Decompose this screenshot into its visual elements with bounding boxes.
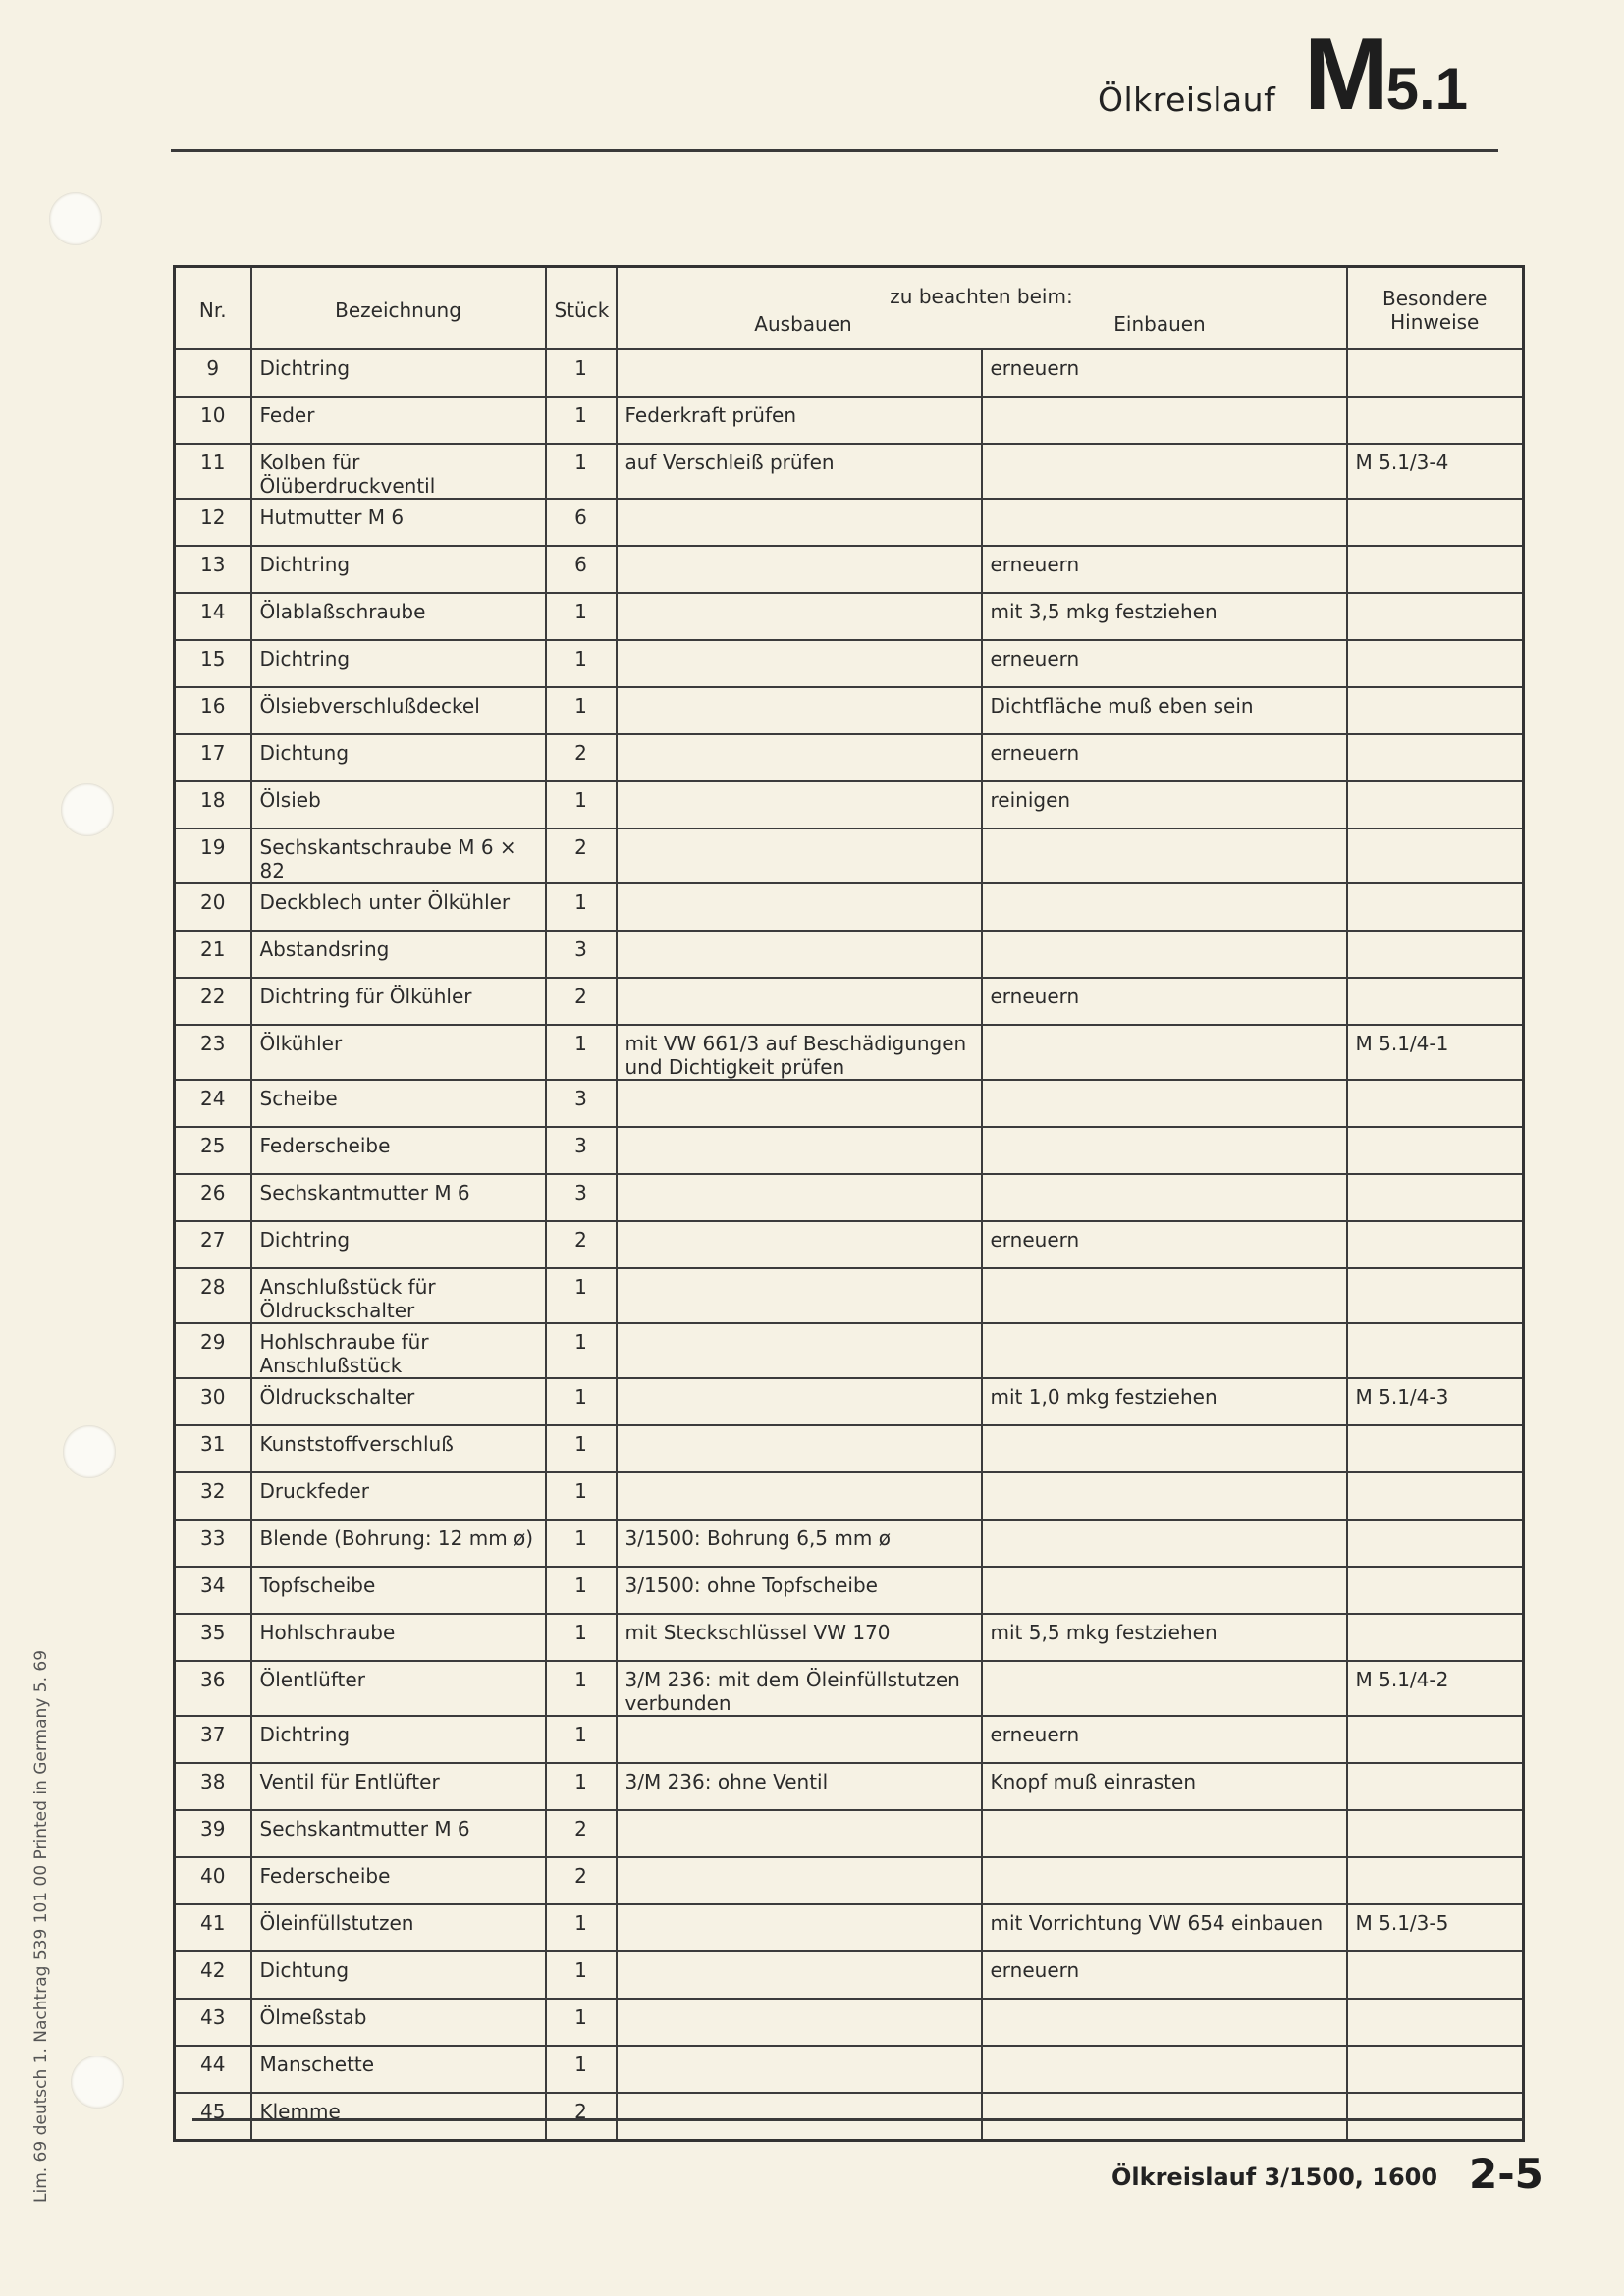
cell-ausbauen <box>617 1174 982 1221</box>
cell-bezeichnung: Hutmutter M 6 <box>251 499 546 546</box>
cell-einbauen: erneuern <box>982 349 1347 397</box>
cell-einbauen: Knopf muß einrasten <box>982 1763 1347 1810</box>
table-row <box>175 978 1524 1025</box>
cell-bezeichnung: Öldruckschalter <box>251 1378 546 1425</box>
column-header-einbauen: Einbauen <box>1113 312 1206 336</box>
cell-hinweis <box>1347 1472 1524 1520</box>
cell-einbauen <box>982 444 1347 499</box>
table-row <box>175 1323 1524 1378</box>
table-row <box>175 1174 1524 1221</box>
cell-ausbauen: 3/1500: ohne Topfscheibe <box>617 1567 982 1614</box>
cell-nr: 37 <box>175 1716 251 1763</box>
cell-stueck: 1 <box>546 883 617 931</box>
cell-ausbauen <box>617 1268 982 1323</box>
cell-einbauen <box>982 397 1347 444</box>
cell-bezeichnung: Federscheibe <box>251 1127 546 1174</box>
cell-hinweis <box>1347 2093 1524 2141</box>
cell-bezeichnung: Dichtring <box>251 1716 546 1763</box>
cell-nr: 32 <box>175 1472 251 1520</box>
cell-bezeichnung: Dichtring <box>251 640 546 687</box>
cell-stueck: 3 <box>546 1080 617 1127</box>
cell-einbauen <box>982 1268 1347 1323</box>
table-row <box>175 931 1524 978</box>
cell-ausbauen <box>617 1810 982 1857</box>
cell-ausbauen <box>617 883 982 931</box>
cell-einbauen <box>982 2046 1347 2093</box>
cell-einbauen <box>982 1567 1347 1614</box>
cell-stueck: 6 <box>546 546 617 593</box>
cell-bezeichnung: Dichtung <box>251 734 546 781</box>
cell-einbauen <box>982 931 1347 978</box>
column-header-ausbauen: Ausbauen <box>754 312 852 336</box>
table-row <box>175 1025 1524 1080</box>
cell-bezeichnung: Kolben für Ölüberdruckventil <box>251 444 546 499</box>
cell-nr: 20 <box>175 883 251 931</box>
cell-hinweis: M 5.1/4-3 <box>1347 1378 1524 1425</box>
table-row <box>175 734 1524 781</box>
cell-ausbauen <box>617 499 982 546</box>
page-number: 2-5 <box>1469 2150 1543 2198</box>
cell-stueck: 1 <box>546 1951 617 1999</box>
cell-hinweis <box>1347 1567 1524 1614</box>
table-row <box>175 883 1524 931</box>
table-row <box>175 546 1524 593</box>
cell-bezeichnung: Sechskantmutter M 6 <box>251 1174 546 1221</box>
cell-stueck: 1 <box>546 1323 617 1378</box>
cell-ausbauen <box>617 1716 982 1763</box>
cell-stueck: 3 <box>546 931 617 978</box>
table-row <box>175 1080 1524 1127</box>
table-row <box>175 1904 1524 1951</box>
table-row <box>175 1857 1524 1904</box>
cell-nr: 17 <box>175 734 251 781</box>
cell-bezeichnung: Federscheibe <box>251 1857 546 1904</box>
table-row <box>175 1763 1524 1810</box>
cell-ausbauen <box>617 828 982 883</box>
cell-hinweis <box>1347 546 1524 593</box>
cell-hinweis <box>1347 1763 1524 1810</box>
column-header-group <box>617 267 1347 350</box>
cell-ausbauen: 3/M 236: mit dem Öleinfüllstutzen verbunden <box>617 1661 982 1716</box>
cell-hinweis: M 5.1/3-4 <box>1347 444 1524 499</box>
header-divider <box>171 149 1498 152</box>
cell-ausbauen <box>617 2093 982 2141</box>
cell-ausbauen <box>617 640 982 687</box>
cell-bezeichnung: Klemme <box>251 2093 546 2141</box>
cell-einbauen <box>982 1025 1347 1080</box>
cell-stueck: 1 <box>546 1425 617 1472</box>
table-row <box>175 1716 1524 1763</box>
cell-nr: 26 <box>175 1174 251 1221</box>
cell-nr: 30 <box>175 1378 251 1425</box>
cell-ausbauen <box>617 546 982 593</box>
cell-einbauen: Dichtfläche muß eben sein <box>982 687 1347 734</box>
cell-ausbauen <box>617 1472 982 1520</box>
cell-nr: 25 <box>175 1127 251 1174</box>
cell-bezeichnung: Dichtring <box>251 546 546 593</box>
page-title: Ölkreislauf <box>1098 80 1276 119</box>
cell-bezeichnung: Ölsiebverschlußdeckel <box>251 687 546 734</box>
cell-bezeichnung: Anschlußstück für Öldruckschalter <box>251 1268 546 1323</box>
cell-bezeichnung: Dichtring <box>251 349 546 397</box>
cell-stueck: 1 <box>546 1025 617 1080</box>
cell-ausbauen: Federkraft prüfen <box>617 397 982 444</box>
cell-stueck: 1 <box>546 397 617 444</box>
table-row <box>175 397 1524 444</box>
cell-bezeichnung: Sechskantschraube M 6 × 82 <box>251 828 546 883</box>
cell-einbauen <box>982 1472 1347 1520</box>
cell-einbauen <box>982 883 1347 931</box>
cell-ausbauen <box>617 1127 982 1174</box>
cell-stueck: 1 <box>546 1904 617 1951</box>
cell-hinweis <box>1347 1614 1524 1661</box>
cell-bezeichnung: Dichtring <box>251 1221 546 1268</box>
cell-nr: 42 <box>175 1951 251 1999</box>
cell-einbauen <box>982 2093 1347 2141</box>
column-header-bezeichnung: Bezeichnung <box>251 267 546 350</box>
table-row <box>175 687 1524 734</box>
cell-nr: 43 <box>175 1999 251 2046</box>
cell-einbauen <box>982 1174 1347 1221</box>
column-header-nr: Nr. <box>175 267 251 350</box>
cell-einbauen <box>982 1127 1347 1174</box>
cell-hinweis <box>1347 1999 1524 2046</box>
cell-bezeichnung: Ölentlüfter <box>251 1661 546 1716</box>
table-row <box>175 2046 1524 2093</box>
cell-einbauen <box>982 1520 1347 1567</box>
cell-ausbauen: auf Verschleiß prüfen <box>617 444 982 499</box>
cell-bezeichnung: Manschette <box>251 2046 546 2093</box>
cell-einbauen: erneuern <box>982 1221 1347 1268</box>
table-row <box>175 781 1524 828</box>
cell-bezeichnung: Hohlschraube <box>251 1614 546 1661</box>
cell-einbauen: erneuern <box>982 640 1347 687</box>
table-row <box>175 444 1524 499</box>
cell-nr: 18 <box>175 781 251 828</box>
cell-einbauen <box>982 499 1347 546</box>
cell-nr: 45 <box>175 2093 251 2141</box>
table-row <box>175 1661 1524 1716</box>
cell-stueck: 3 <box>546 1174 617 1221</box>
cell-nr: 36 <box>175 1661 251 1716</box>
cell-stueck: 1 <box>546 1999 617 2046</box>
cell-ausbauen <box>617 781 982 828</box>
cell-einbauen <box>982 1999 1347 2046</box>
cell-einbauen <box>982 1323 1347 1378</box>
cell-nr: 10 <box>175 397 251 444</box>
cell-ausbauen <box>617 349 982 397</box>
cell-stueck: 6 <box>546 499 617 546</box>
cell-einbauen <box>982 1857 1347 1904</box>
cell-stueck: 2 <box>546 978 617 1025</box>
table-row <box>175 1221 1524 1268</box>
cell-ausbauen <box>617 1857 982 1904</box>
footer-title: Ölkreislauf 3/1500, 1600 <box>1111 2163 1438 2191</box>
cell-bezeichnung: Deckblech unter Ölkühler <box>251 883 546 931</box>
cell-stueck: 2 <box>546 1221 617 1268</box>
cell-bezeichnung: Druckfeder <box>251 1472 546 1520</box>
cell-hinweis <box>1347 734 1524 781</box>
cell-ausbauen <box>617 1904 982 1951</box>
cell-ausbauen <box>617 1323 982 1378</box>
table-row <box>175 2093 1524 2141</box>
cell-hinweis <box>1347 687 1524 734</box>
cell-stueck: 1 <box>546 593 617 640</box>
cell-stueck: 1 <box>546 1472 617 1520</box>
cell-einbauen: erneuern <box>982 1716 1347 1763</box>
cell-nr: 15 <box>175 640 251 687</box>
cell-hinweis <box>1347 1810 1524 1857</box>
cell-ausbauen <box>617 1425 982 1472</box>
cell-ausbauen <box>617 1221 982 1268</box>
cell-nr: 41 <box>175 1904 251 1951</box>
table-row <box>175 1951 1524 1999</box>
cell-stueck: 1 <box>546 687 617 734</box>
cell-nr: 12 <box>175 499 251 546</box>
cell-stueck: 1 <box>546 1268 617 1323</box>
table-row <box>175 1520 1524 1567</box>
cell-ausbauen <box>617 1080 982 1127</box>
cell-hinweis <box>1347 828 1524 883</box>
cell-bezeichnung: Feder <box>251 397 546 444</box>
table-row <box>175 1999 1524 2046</box>
cell-nr: 35 <box>175 1614 251 1661</box>
section-code-letter: M <box>1304 18 1386 132</box>
table-row <box>175 640 1524 687</box>
cell-hinweis <box>1347 978 1524 1025</box>
table-row <box>175 499 1524 546</box>
cell-stueck: 1 <box>546 444 617 499</box>
cell-nr: 33 <box>175 1520 251 1567</box>
cell-bezeichnung: Hohlschraube für Anschlußstück <box>251 1323 546 1378</box>
cell-stueck: 1 <box>546 1614 617 1661</box>
table-header-row <box>175 267 1524 350</box>
cell-ausbauen: mit VW 661/3 auf Beschädigungen und Dichtigkeit prüfen <box>617 1025 982 1080</box>
table-row <box>175 593 1524 640</box>
cell-hinweis <box>1347 1857 1524 1904</box>
cell-stueck: 1 <box>546 640 617 687</box>
cell-bezeichnung: Sechskantmutter M 6 <box>251 1810 546 1857</box>
table-row <box>175 1378 1524 1425</box>
cell-ausbauen <box>617 1378 982 1425</box>
table-row <box>175 1268 1524 1323</box>
cell-nr: 34 <box>175 1567 251 1614</box>
cell-bezeichnung: Ölsieb <box>251 781 546 828</box>
cell-ausbauen <box>617 687 982 734</box>
cell-nr: 28 <box>175 1268 251 1323</box>
cell-hinweis <box>1347 640 1524 687</box>
cell-hinweis <box>1347 1080 1524 1127</box>
cell-einbauen <box>982 1425 1347 1472</box>
cell-ausbauen <box>617 1999 982 2046</box>
section-code-number: 5.1 <box>1385 56 1469 122</box>
cell-hinweis <box>1347 593 1524 640</box>
cell-bezeichnung: Dichtring für Ölkühler <box>251 978 546 1025</box>
cell-hinweis <box>1347 1221 1524 1268</box>
cell-einbauen <box>982 1080 1347 1127</box>
cell-stueck: 2 <box>546 1810 617 1857</box>
cell-ausbauen <box>617 734 982 781</box>
cell-ausbauen: 3/1500: Bohrung 6,5 mm ø <box>617 1520 982 1567</box>
cell-stueck: 1 <box>546 1661 617 1716</box>
cell-ausbauen <box>617 1951 982 1999</box>
cell-nr: 31 <box>175 1425 251 1472</box>
cell-hinweis <box>1347 397 1524 444</box>
cell-nr: 21 <box>175 931 251 978</box>
cell-einbauen: erneuern <box>982 1951 1347 1999</box>
cell-einbauen: mit 5,5 mkg festziehen <box>982 1614 1347 1661</box>
cell-einbauen: erneuern <box>982 734 1347 781</box>
table-row <box>175 349 1524 397</box>
cell-nr: 22 <box>175 978 251 1025</box>
cell-stueck: 1 <box>546 1520 617 1567</box>
cell-stueck: 3 <box>546 1127 617 1174</box>
cell-hinweis <box>1347 1268 1524 1323</box>
punch-hole <box>61 783 114 836</box>
cell-hinweis: M 5.1/3-5 <box>1347 1904 1524 1951</box>
cell-bezeichnung: Ölkühler <box>251 1025 546 1080</box>
cell-stueck: 1 <box>546 1763 617 1810</box>
cell-bezeichnung: Topfscheibe <box>251 1567 546 1614</box>
cell-hinweis <box>1347 349 1524 397</box>
table-row <box>175 1472 1524 1520</box>
cell-einbauen: mit 3,5 mkg festziehen <box>982 593 1347 640</box>
cell-bezeichnung: Ölmeßstab <box>251 1999 546 2046</box>
cell-einbauen: reinigen <box>982 781 1347 828</box>
cell-stueck: 2 <box>546 828 617 883</box>
cell-hinweis <box>1347 1425 1524 1472</box>
cell-hinweis <box>1347 1127 1524 1174</box>
cell-hinweis <box>1347 1520 1524 1567</box>
cell-nr: 24 <box>175 1080 251 1127</box>
cell-stueck: 1 <box>546 781 617 828</box>
table-row <box>175 1810 1524 1857</box>
cell-bezeichnung: Kunststoffverschluß <box>251 1425 546 1472</box>
cell-hinweis <box>1347 1174 1524 1221</box>
cell-einbauen <box>982 1661 1347 1716</box>
cell-einbauen: mit Vorrichtung VW 654 einbauen <box>982 1904 1347 1951</box>
cell-hinweis <box>1347 1323 1524 1378</box>
cell-bezeichnung: Blende (Bohrung: 12 mm ø) <box>251 1520 546 1567</box>
cell-ausbauen: mit Steckschlüssel VW 170 <box>617 1614 982 1661</box>
cell-ausbauen <box>617 2046 982 2093</box>
section-code <box>1304 18 1469 132</box>
cell-ausbauen <box>617 978 982 1025</box>
cell-hinweis: M 5.1/4-1 <box>1347 1025 1524 1080</box>
table-row <box>175 828 1524 883</box>
cell-hinweis: M 5.1/4-2 <box>1347 1661 1524 1716</box>
cell-nr: 27 <box>175 1221 251 1268</box>
parts-table <box>173 265 1525 2142</box>
cell-nr: 29 <box>175 1323 251 1378</box>
cell-einbauen: erneuern <box>982 978 1347 1025</box>
cell-stueck: 2 <box>546 2093 617 2141</box>
cell-nr: 16 <box>175 687 251 734</box>
cell-bezeichnung: Ölablaßschraube <box>251 593 546 640</box>
cell-nr: 19 <box>175 828 251 883</box>
cell-nr: 23 <box>175 1025 251 1080</box>
cell-nr: 39 <box>175 1810 251 1857</box>
cell-hinweis <box>1347 499 1524 546</box>
column-group-label: zu beachten beim: <box>890 285 1073 308</box>
cell-nr: 14 <box>175 593 251 640</box>
cell-einbauen: mit 1,0 mkg festziehen <box>982 1378 1347 1425</box>
cell-nr: 13 <box>175 546 251 593</box>
punch-hole <box>49 192 102 245</box>
footer-divider <box>192 2118 1524 2121</box>
table-row <box>175 1425 1524 1472</box>
cell-stueck: 1 <box>546 2046 617 2093</box>
table-row <box>175 1127 1524 1174</box>
cell-hinweis <box>1347 1716 1524 1763</box>
cell-hinweis <box>1347 931 1524 978</box>
cell-ausbauen <box>617 593 982 640</box>
cell-bezeichnung: Dichtung <box>251 1951 546 1999</box>
cell-nr: 40 <box>175 1857 251 1904</box>
cell-nr: 44 <box>175 2046 251 2093</box>
cell-stueck: 1 <box>546 1378 617 1425</box>
cell-einbauen <box>982 1810 1347 1857</box>
cell-stueck: 1 <box>546 1567 617 1614</box>
cell-nr: 11 <box>175 444 251 499</box>
table-row <box>175 1614 1524 1661</box>
punch-hole <box>63 1425 116 1478</box>
cell-stueck: 2 <box>546 734 617 781</box>
cell-stueck: 1 <box>546 1716 617 1763</box>
cell-bezeichnung: Abstandsring <box>251 931 546 978</box>
column-header-hinweise: Besondere Hinweise <box>1347 267 1524 350</box>
cell-einbauen <box>982 828 1347 883</box>
cell-nr: 38 <box>175 1763 251 1810</box>
cell-nr: 9 <box>175 349 251 397</box>
table-row <box>175 1567 1524 1614</box>
cell-bezeichnung: Scheibe <box>251 1080 546 1127</box>
print-note: Lim. 69 deutsch 1. Nachtrag 539 101 00 Printed in Germany 5. 69 <box>31 1649 51 2203</box>
cell-ausbauen <box>617 931 982 978</box>
cell-hinweis <box>1347 781 1524 828</box>
cell-hinweis <box>1347 1951 1524 1999</box>
punch-hole <box>71 2056 124 2109</box>
column-header-stueck: Stück <box>546 267 617 350</box>
cell-stueck: 2 <box>546 1857 617 1904</box>
cell-stueck: 1 <box>546 349 617 397</box>
cell-einbauen: erneuern <box>982 546 1347 593</box>
cell-ausbauen: 3/M 236: ohne Ventil <box>617 1763 982 1810</box>
cell-hinweis <box>1347 2046 1524 2093</box>
cell-hinweis <box>1347 883 1524 931</box>
cell-bezeichnung: Öleinfüllstutzen <box>251 1904 546 1951</box>
cell-bezeichnung: Ventil für Entlüfter <box>251 1763 546 1810</box>
